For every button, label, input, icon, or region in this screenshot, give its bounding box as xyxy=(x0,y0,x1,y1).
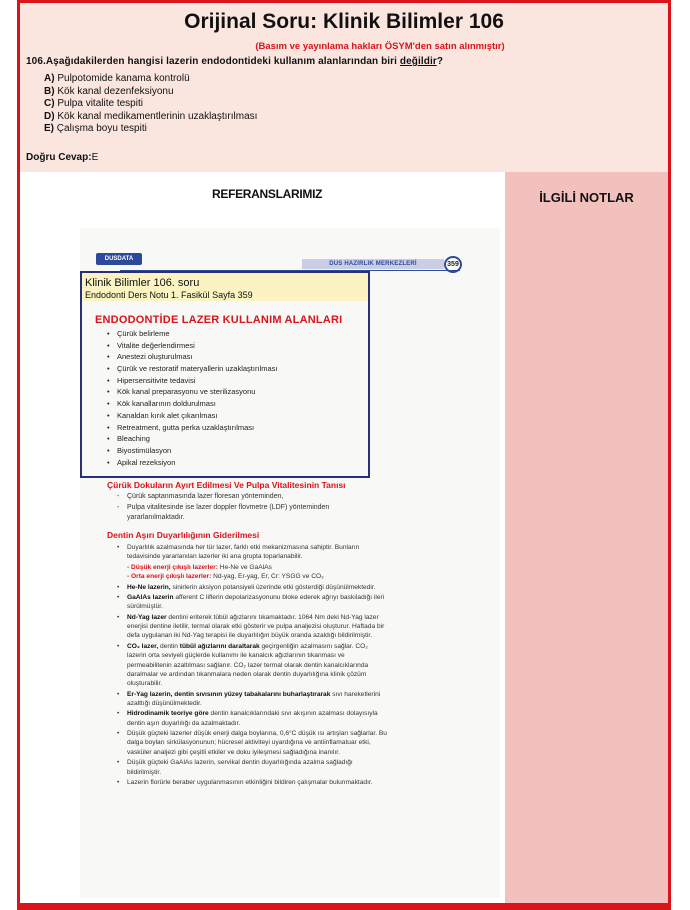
list-item: • Kök kanal preparasyonu ve sterilizasyonu xyxy=(107,387,277,399)
option-text: Pulpa vitalite tespiti xyxy=(57,98,143,110)
option-letter: D) xyxy=(44,110,55,122)
list-item: • Biyostimülasyon xyxy=(107,446,277,458)
paragraph xyxy=(117,642,388,688)
paragraph-text: sıvı hareketlerini azalttığı düşünülmektedir. xyxy=(127,690,381,707)
paragraph: • Düşük güçteki GaAlAs lazerin, servikal dentin duyarlılığında azalma sağladığı bildirilmiştir. xyxy=(117,758,388,777)
reference-title: Klinik Bilimler 106. soru xyxy=(85,277,200,289)
logo-text: DUSDATA xyxy=(104,256,134,262)
paragraph xyxy=(117,709,388,728)
references-title: REFERANSLARIMIZ xyxy=(212,187,323,201)
bold-term: Er-Yag lazerin, dentin sıvısının yüzey tabakalarını buharlaştırarak xyxy=(127,690,331,698)
page-title: Orijinal Soru: Klinik Bilimler 106 xyxy=(184,10,504,33)
bold-term: He-Ne lazerin, xyxy=(127,583,171,591)
paragraph-text: afferent C liflerin depolarizasyonunu bloke ederek ağrıyı baskıladığı ileri sürülmüştür. xyxy=(127,594,385,611)
publisher-logo xyxy=(96,253,142,265)
section-title-laser-uses: ENDODONTİDE LAZER KULLANIM ALANLARI xyxy=(95,314,343,326)
question-text xyxy=(26,56,443,67)
list-item: • Vitalite değerlendirmesi xyxy=(107,341,277,353)
list-item: • Kök kanallarının doldurulması xyxy=(107,399,277,411)
header-band-text: DUS HAZIRLIK MERKEZLERİ xyxy=(329,261,417,267)
option-text: Çalışma boyu tespiti xyxy=(56,123,147,135)
bold-term: Nd-Yag lazer xyxy=(127,613,167,621)
page-number: 359 xyxy=(444,256,462,273)
list-item: • Hipersensitivite tedavisi xyxy=(107,376,277,388)
answer-options xyxy=(44,73,257,136)
paragraph-text: geçirgenliğin azalmasını sağlar. CO₂ lazerin orta seviyeli güçlerde kullanımı ile kanalcık ağızlarının tıkanması ve permeabilitenin azaltılması sağlanır. CO₂ lazer termal olarak dentin kanalcıklarında daralmalar ve ardından tıkanmalara neden olarak dentin duyarlılığına klinik çözüm oluşturabilir. xyxy=(127,642,369,688)
hypersensitivity-body xyxy=(117,543,388,788)
question-post: ? xyxy=(436,56,444,67)
notes-column xyxy=(505,172,668,903)
option-d xyxy=(44,111,257,124)
option-letter: B) xyxy=(44,85,55,97)
reference-source: Endodonti Ders Notu 1. Fasikül Sayfa 359 xyxy=(85,290,253,300)
answer-label: Doğru Cevap: xyxy=(26,152,92,163)
correct-answer xyxy=(26,152,98,163)
section-title-hypersensitivity: Dentin Aşırı Duyarlılığının Giderilmesi xyxy=(107,530,260,540)
reference-header xyxy=(82,273,368,301)
option-a xyxy=(44,73,257,86)
list-item: • Çürük ve restoratif materyallerin uzaklaştırılması xyxy=(107,364,277,376)
option-letter: E) xyxy=(44,123,54,135)
option-text: Kök kanal dezenfeksiyonu xyxy=(57,85,174,97)
caries-list xyxy=(117,492,387,524)
list-item: • Bleaching xyxy=(107,434,277,446)
list-item: • Apikal rezeksiyon xyxy=(107,458,277,470)
paragraph xyxy=(117,690,388,709)
copyright-note: (Basım ve yayınlama hakları ÖSYM'den satın alınmıştır) xyxy=(255,41,505,52)
bottom-bar xyxy=(17,903,671,910)
paragraph xyxy=(117,583,388,592)
paragraph xyxy=(117,593,388,612)
paragraph-text: dentini eriterek tübül ağızlarını tıkamaktadır. 1064 Nm deki Nd-Yag lazer enerjisi dentine iletilir, termal olarak etki gösterir ve pulpa analjezisi oluşturur. Haftada bir defa uygulanan iki Nd-Yag terapisi ile duyarlılığın büyük oranda azaldığı bildirilmiştir. xyxy=(127,613,385,640)
option-text: Pulpotomide kanama kontrolü xyxy=(57,73,190,84)
paragraph-text: dentin kanalcıklarındaki sıvı akışının azalması dolayısıyla dentin aşırı duyarlılığı da azalmaktadır. xyxy=(127,710,378,727)
option-e xyxy=(44,123,257,136)
mid-energy-text: Nd-yag, Er-yag, Er, Cr: YSGG ve CO₂ xyxy=(211,573,324,581)
question-header xyxy=(20,3,668,172)
section-title-caries: Çürük Dokuların Ayırt Edilmesi Ve Pulpa Vitalitesinin Tanısı xyxy=(107,480,346,490)
paragraph xyxy=(117,613,388,641)
low-energy-label: - Düşük enerji çıkışlı lazerler: xyxy=(127,563,218,571)
list-item: - Pulpa vitalitesinde ise lazer doppler flovmetre (LDF) yönteminden yararlanılmaktadır. xyxy=(117,503,387,524)
option-b xyxy=(44,86,257,99)
question-underlined: değildir xyxy=(399,56,437,67)
bold-term: Hidrodinamik teoriye göre xyxy=(127,710,209,718)
question-pre: 106.Aşağıdakilerden hangisi lazerin endodontideki kullanım alanlarından biri xyxy=(26,56,400,67)
option-text: Kök kanal medikamentlerinin uzaklaştırılması xyxy=(57,110,258,122)
bold-term: GaAlAs lazerin xyxy=(127,594,174,602)
mid-energy-label: - Orta enerji çıkışlı lazerler: xyxy=(127,573,212,581)
list-item: • Kanaldan kırık alet çıkarılması xyxy=(107,411,277,423)
list-item: • Çürük belirleme xyxy=(107,329,277,341)
option-letter: A) xyxy=(44,73,55,84)
paragraph-text: dentin xyxy=(158,642,180,650)
reference-highlight-box xyxy=(80,271,370,478)
low-energy-line xyxy=(117,563,388,572)
bold-term: tübül ağızlarını daraltarak xyxy=(179,642,260,650)
list-item: • Anestezi oluşturulması xyxy=(107,352,277,364)
answer-value: E xyxy=(91,152,99,163)
list-item: - Çürük saptanmasında lazer floresan yönteminden, xyxy=(117,492,387,503)
paragraph-text: sinirlerin aksiyon potansiyeli üzerinde etki gösterdiği düşünülmektedir. xyxy=(170,583,376,591)
option-letter: C) xyxy=(44,98,55,110)
list-item: • Retreatment, gutta perka uzaklaştırılması xyxy=(107,423,277,435)
paragraph: • Lazerin florürle beraber uygulanmasının etkinliğini bildiren çalışmalar bulunmaktadır. xyxy=(117,778,388,787)
mid-energy-line xyxy=(117,572,388,581)
low-energy-text: He-Ne ve GaAlAs xyxy=(217,563,272,571)
paragraph: • Düşük güçteki lazerler düşük enerji dalga boylarına, 0,6°C düşük ısı artışları sağlarlar. Bu dalga boyları sirkülasyonunun; hücresel aktiviteyi uyardığına ve antiinflamatuar etki, vasküler analjezi gibi çeşitli etkiler ve doku iyileşmesi sağladığına inanılır. xyxy=(117,729,388,757)
notes-title: İLGİLİ NOTLAR xyxy=(539,190,634,205)
paragraph: • Duyarlılık azalmasında her tür lazer, farklı etki mekanizmasına sahiptir. Bunların tedavisinde yararlanılan lazerler iki ana grupta toparlanabilir. xyxy=(117,543,388,562)
option-c xyxy=(44,98,257,111)
bold-term: CO₂ lazer, xyxy=(127,642,159,650)
